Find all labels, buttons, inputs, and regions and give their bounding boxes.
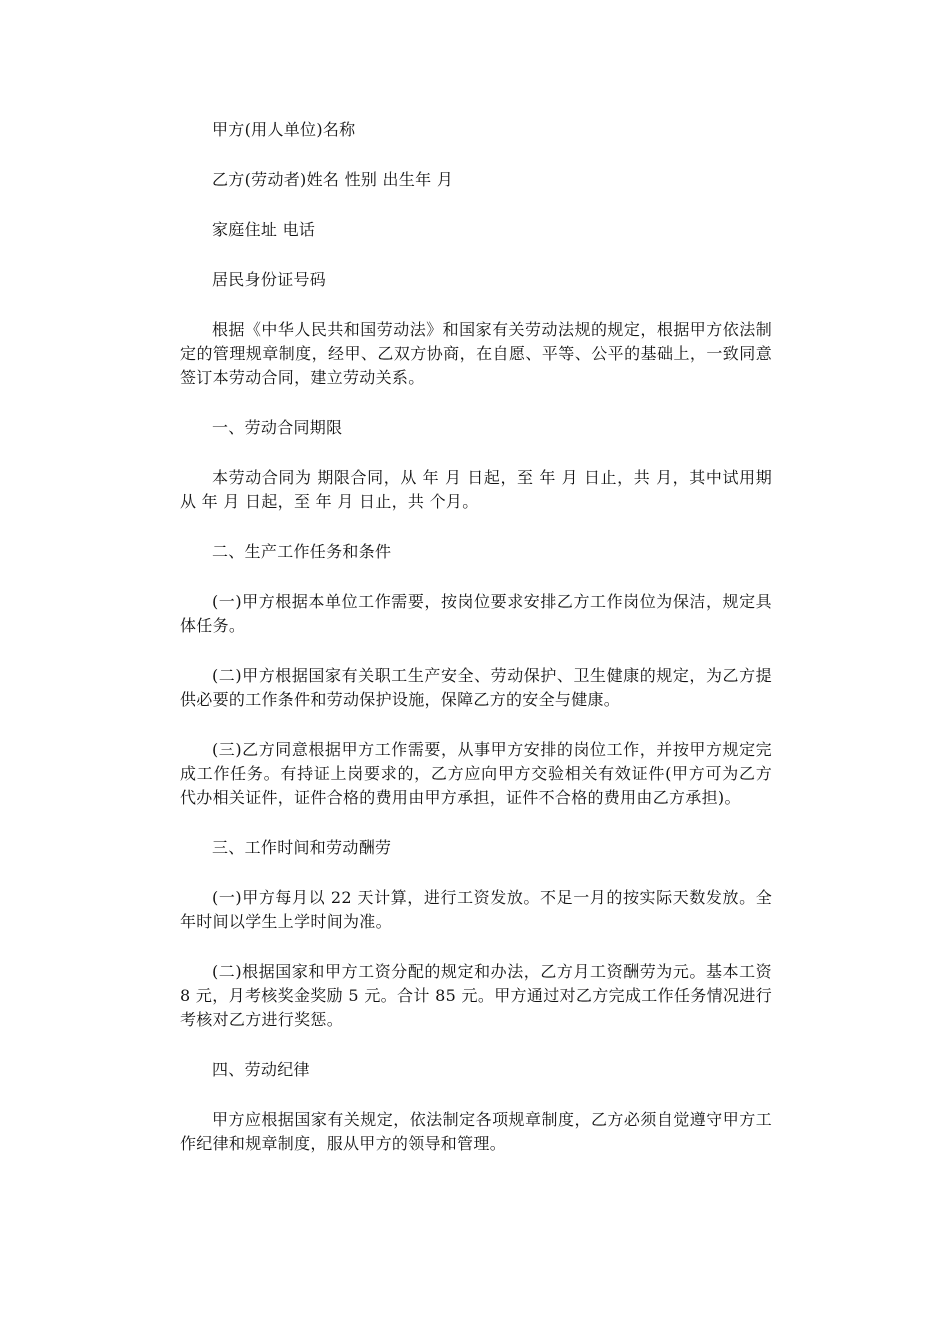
- pay-clause-1: (一)甲方每月以 22 天计算，进行工资发放。不足一月的按实际天数发放。全年时间以学生上学时间为准。: [180, 888, 772, 931]
- section-heading-discipline: 四、劳动纪律: [212, 1060, 310, 1079]
- term-paragraph: 本劳动合同为 期限合同，从 年 月 日起，至 年 月 日止，共 月，其中试用期从 年 月 日起，至 年 月 日止，共 个月。: [180, 468, 772, 511]
- section-heading-tasks: 二、生产工作任务和条件: [212, 542, 392, 561]
- address-phone-line: 家庭住址 电话: [212, 220, 316, 239]
- tasks-clause-2: (二)甲方根据国家有关职工生产安全、劳动保护、卫生健康的规定，为乙方提供必要的工作条件和劳动保护设施，保障乙方的安全与健康。: [180, 666, 772, 709]
- preamble-paragraph: 根据《中华人民共和国劳动法》和国家有关劳动法规的规定，根据甲方依法制定的管理规章制度，经甲、乙双方协商，在自愿、平等、公平的基础上，一致同意签订本劳动合同，建立劳动关系。: [180, 320, 772, 387]
- id-number-line: 居民身份证号码: [212, 270, 327, 289]
- party-b-info-line: 乙方(劳动者)姓名 性别 出生年 月: [212, 170, 454, 189]
- party-a-name-line: 甲方(用人单位)名称: [212, 120, 356, 139]
- section-heading-term: 一、劳动合同期限: [212, 418, 343, 437]
- section-heading-hours-pay: 三、工作时间和劳动酬劳: [212, 838, 392, 857]
- document-body: [180, 118, 772, 1182]
- discipline-paragraph: 甲方应根据国家有关规定，依法制定各项规章制度，乙方必须自觉遵守甲方工作纪律和规章制度，服从甲方的领导和管理。: [180, 1110, 772, 1153]
- tasks-clause-1: (一)甲方根据本单位工作需要，按岗位要求安排乙方工作岗位为保洁，规定具体任务。: [180, 592, 772, 635]
- pay-clause-2: (二)根据国家和甲方工资分配的规定和办法，乙方月工资酬劳为元。基本工资 8 元，月考核奖金奖励 5 元。合计 85 元。甲方通过对乙方完成工作任务情况进行考核对乙方进行奖惩。: [180, 962, 772, 1029]
- tasks-clause-3: (三)乙方同意根据甲方工作需要，从事甲方安排的岗位工作，并按甲方规定完成工作任务。有持证上岗要求的，乙方应向甲方交验相关有效证件(甲方可为乙方代办相关证件，证件合格的费用由甲方承担，证件不合格的费用由乙方承担)。: [180, 740, 772, 807]
